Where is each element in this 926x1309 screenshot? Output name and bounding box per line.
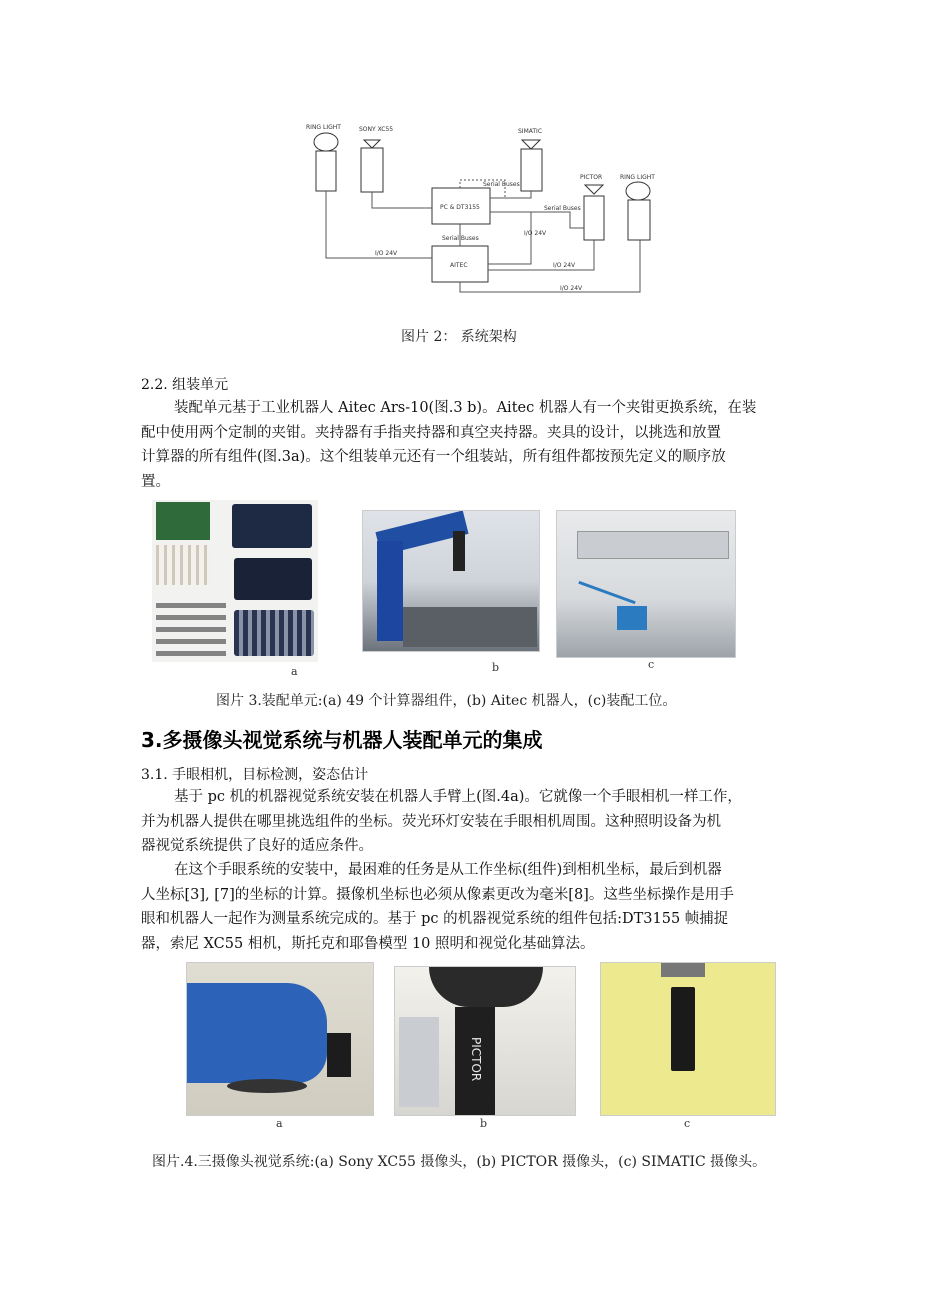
section-2-2-paragraph xyxy=(141,396,791,494)
vacuum-gripper-image xyxy=(617,606,647,630)
section-3-1-paragraph-2 xyxy=(141,858,791,956)
calculator-keyboard-image xyxy=(234,610,314,656)
connector-io-simatic xyxy=(488,212,531,264)
figure-4a-label: a xyxy=(276,1117,283,1130)
simatic-camera-shape xyxy=(522,140,540,149)
air-hoses-image xyxy=(578,581,635,604)
connector-aitec-pictor xyxy=(488,240,594,270)
workstation-image xyxy=(403,607,537,647)
section-3-title: 3.多摄像头视觉系统与机器人装配单元的集成 xyxy=(141,728,543,752)
paragraph-line: 基于 pc 机的机器视觉系统安装在机器人手臂上(图.4a)。它就像一个手眼相机一样工作， xyxy=(174,789,742,805)
sony-camera-body xyxy=(361,148,383,192)
simatic-camera-label: SIMATIC xyxy=(518,128,543,135)
io-right-label: I/O 24V xyxy=(553,262,576,269)
paragraph-line: 配中使用两个定制的夹钳。夹持器有手指夹持器和真空夹持器。夹具的设计，以挑选和放置 xyxy=(141,424,721,441)
ring-light-image xyxy=(227,1079,307,1093)
pictor-housing-image xyxy=(429,967,543,1007)
serial-right-label: Serial Buses xyxy=(544,205,581,212)
simatic-camera-image xyxy=(671,987,695,1071)
figure-4c-label: c xyxy=(684,1117,691,1130)
figure-3c-label: c xyxy=(648,658,655,671)
connector-ring-left-aitec xyxy=(326,191,432,258)
paragraph-line: 计算器的所有组件(图.3a)。这个组装单元还有一个组装站，所有组件都按预先定义的顺序放 xyxy=(141,449,726,465)
ring-light-right-shape xyxy=(626,182,650,200)
figure-4b-pictor-camera-photo xyxy=(394,966,576,1116)
sony-camera-shape xyxy=(364,140,380,148)
robot-gripper-image xyxy=(453,531,465,571)
figure-4c-simatic-camera-photo xyxy=(600,962,776,1116)
paragraph-line: 器视觉系统提供了良好的适应条件。 xyxy=(141,838,373,854)
pictor-camera-shape xyxy=(585,185,603,194)
serial-top-label: Serial Buses xyxy=(483,181,520,188)
ring-light-left-body xyxy=(316,151,336,191)
ring-light-right-label: RING LIGHT xyxy=(620,174,655,181)
ring-light-left-shape xyxy=(314,133,338,151)
figure-4a-sony-camera-photo xyxy=(186,962,374,1116)
io-mid-label: I/O 24V xyxy=(524,230,547,237)
rail-frame-image xyxy=(399,1017,439,1107)
ring-light-left-label: RING LIGHT xyxy=(306,124,341,131)
io-left-label: I/O 24V xyxy=(375,250,398,257)
connector-sony-pc xyxy=(372,192,432,208)
connector-simatic-pc xyxy=(490,191,531,198)
paragraph-line: 并为机器人提供在哪里挑选组件的坐标。荧光环灯安装在手眼相机周围。这种照明设备为机 xyxy=(141,813,721,830)
pictor-camera-body xyxy=(584,196,604,240)
aitec-label: AITEC xyxy=(450,262,468,269)
figure-2-caption: 图片 2： 系统架构 xyxy=(401,329,517,345)
aluminum-frame-image xyxy=(577,531,729,559)
figure-4b-label: b xyxy=(480,1117,488,1130)
io-bottom-label: I/O 24V xyxy=(560,285,583,292)
keypad-grid-image xyxy=(156,545,210,585)
pictor-text: PICTOR xyxy=(469,1037,483,1082)
paragraph-line: 器，索尼 XC55 相机，斯托克和耶鲁模型 10 照明和视觉化基础算法。 xyxy=(141,935,595,952)
pc-label: PC & DT3155 xyxy=(440,204,480,211)
section-2-2-heading: 2.2. 组装单元 xyxy=(141,377,229,393)
section-3-1-paragraph-1 xyxy=(141,785,791,859)
figure-3b-robot-photo xyxy=(362,510,540,652)
paragraph-line: 置。 xyxy=(141,473,170,490)
mounting-bracket-image xyxy=(661,963,705,977)
pictor-camera-image xyxy=(455,1007,495,1115)
buttons-image xyxy=(156,598,226,656)
circuit-board-image xyxy=(156,502,210,540)
pictor-camera-label: PICTOR xyxy=(580,174,603,181)
sony-camera-label: SONY XC55 xyxy=(359,126,394,133)
figure-3-caption: 图片 3.装配单元:(a) 49 个计算器组件，(b) Aitec 机器人，(c)装配工位。 xyxy=(216,693,677,709)
connector-pc-pictor xyxy=(490,212,584,228)
calculator-case-top-image xyxy=(232,504,312,548)
ring-light-right-body xyxy=(628,200,650,240)
paragraph-line: 在这个手眼系统的安装中，最困难的任务是从工作坐标(组件)到相机坐标，最后到机器 xyxy=(174,862,722,878)
paragraph-line: 人坐标[3], [7]的坐标的计算。摄像机坐标也必须从像素更改为毫米[8]。这些坐标操作是用手 xyxy=(141,886,734,903)
simatic-camera-body xyxy=(521,149,542,191)
figure-3a-components-photo xyxy=(152,500,318,662)
serial-bottom-label: Serial Buses xyxy=(442,235,479,242)
figure-4-caption: 图片.4.三摄像头视觉系统:(a) Sony XC55 摄像头，(b) PICTOR 摄像头，(c) SIMATIC 摄像头。 xyxy=(152,1154,767,1170)
system-architecture-diagram xyxy=(300,118,670,303)
calculator-case-middle-image xyxy=(234,558,312,600)
figure-3b-label: b xyxy=(492,661,500,674)
robot-base-image xyxy=(377,541,403,641)
paragraph-line: 装配单元基于工业机器人 Aitec Ars-10(图.3 b)。Aitec 机器人有一个夹钳更换系统，在装 xyxy=(174,400,757,416)
sony-camera-image xyxy=(327,1033,351,1077)
figure-3c-station-photo xyxy=(556,510,736,658)
figure-3a-label: a xyxy=(291,665,298,678)
robot-arm-image xyxy=(187,983,327,1083)
paragraph-line: 眼和机器人一起作为测量系统完成的。基于 pc 的机器视觉系统的组件包括:DT3155 帧捕捉 xyxy=(141,911,729,927)
section-3-1-heading: 3.1. 手眼相机，目标检测，姿态估计 xyxy=(141,767,369,783)
